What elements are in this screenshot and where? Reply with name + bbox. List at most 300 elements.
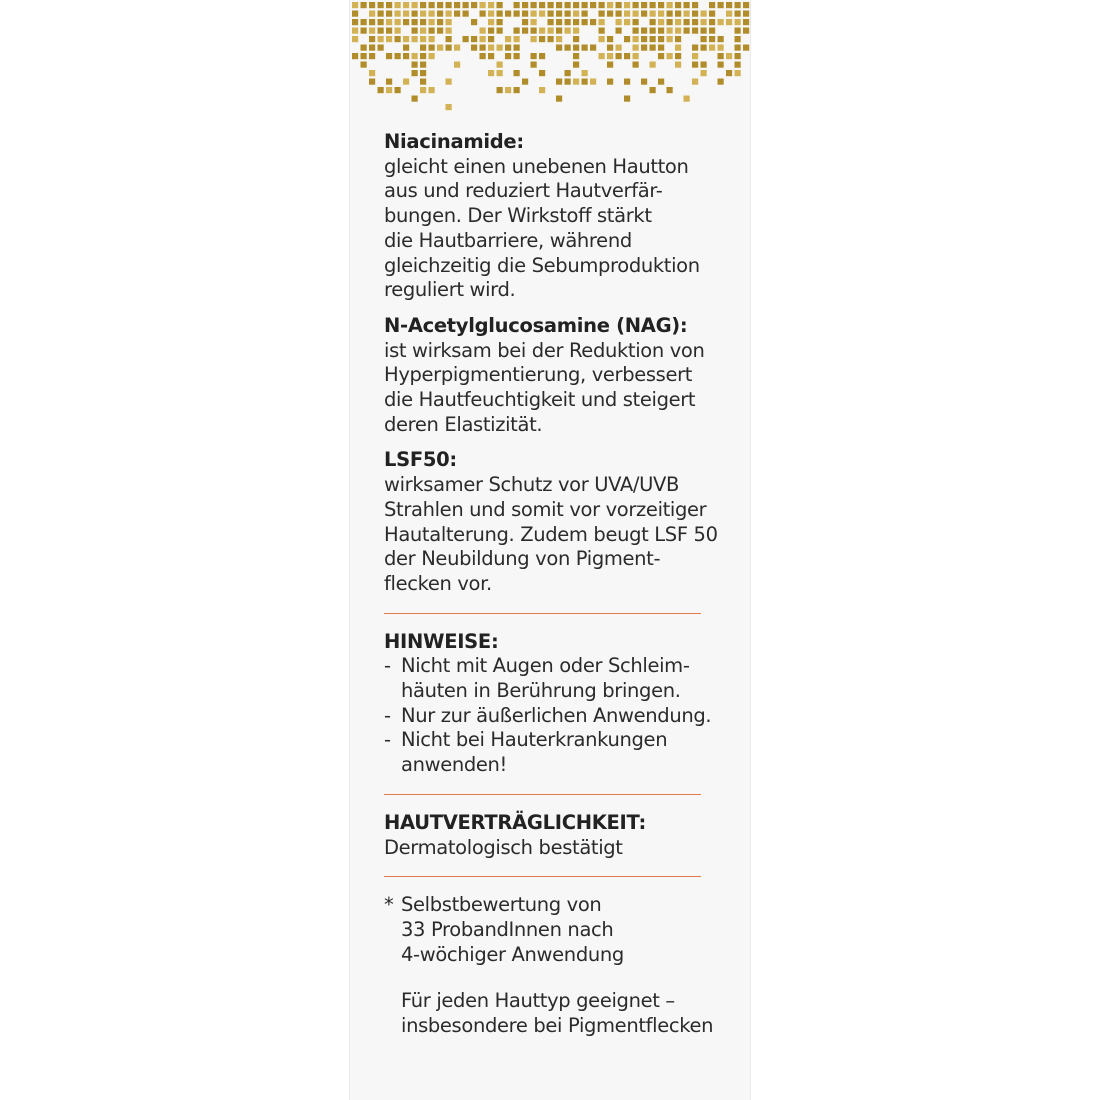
gold-pixel [633,62,639,68]
gold-pixel [539,87,545,93]
gold-pixel [378,11,384,17]
gold-pixel [599,11,605,17]
gold-pixel [684,2,690,8]
gold-pixel [420,36,426,42]
gold-pixel [582,45,588,51]
gold-pixel [726,2,732,8]
gold-pixel [701,45,707,51]
gold-pixel [471,36,477,42]
gold-pixel [531,53,537,59]
gold-pixel [480,36,486,42]
gold-pixel [395,2,401,8]
footnote-line: 33 ProbandInnen nach [401,917,614,941]
gold-pixel [514,45,520,51]
suitability-line: Für jeden Hauttyp geeignet – [401,989,675,1013]
gold-pixel [437,2,443,8]
gold-pixel [718,79,724,85]
gold-pixel [539,11,545,17]
gold-pixel [573,79,579,85]
gold-pixel [718,53,724,59]
gold-pixel [403,2,409,8]
nag-line: ist wirksam bei der Reduktion von [384,338,705,362]
gold-pixel [735,28,741,34]
gold-pixel [395,87,401,93]
gold-pixel [420,62,426,68]
gold-pixel [480,2,486,8]
gold-pixel [369,28,375,34]
gold-pixel [556,96,562,102]
niacinamide-heading: Niacinamide: [384,130,524,153]
gold-pixel [641,36,647,42]
gold-pixel [378,2,384,8]
gold-pixel [378,36,384,42]
gold-pixel [429,2,435,8]
gold-pixel [556,19,562,25]
gold-pixel [718,2,724,8]
gold-pixel [573,53,579,59]
gold-pixel [726,11,732,17]
gold-pixel [675,36,681,42]
gold-pixel [403,79,409,85]
gold-pixel [454,2,460,8]
gold-pixel [505,87,511,93]
label-text [384,130,744,1039]
gold-pixel [395,28,401,34]
gold-pixel [650,62,656,68]
gold-pixel [522,19,528,25]
gold-pixel [658,19,664,25]
gold-pixel [607,53,613,59]
gold-pixel [650,45,656,51]
gold-pixel [692,79,698,85]
gold-pixel [429,28,435,34]
gold-pixel [735,36,741,42]
gold-pixel [743,45,749,51]
section-hinweise [384,630,744,778]
gold-pixel [701,19,707,25]
gold-pixel [488,70,494,76]
gold-pixel [429,19,435,25]
gold-pixel [369,2,375,8]
gold-pixel [667,36,673,42]
section-nag [384,314,744,438]
gold-pixel [531,11,537,17]
gold-pixel [684,19,690,25]
gold-pixel [692,28,698,34]
gold-pixel [361,45,367,51]
gold-pixel [378,87,384,93]
gold-pixel [590,79,596,85]
gold-pixel [412,11,418,17]
gold-pixel [624,36,630,42]
gold-pixel [352,11,358,17]
gold-pixel [522,28,528,34]
gold-pixel [590,2,596,8]
gold-pixel [386,79,392,85]
gold-pixel [531,62,537,68]
gold-pixel [607,45,613,51]
gold-pixel [412,96,418,102]
gold-pixel [675,2,681,8]
gold-pixel [607,79,613,85]
gold-pixel [514,70,520,76]
gold-pixel [675,28,681,34]
gold-pixel [573,45,579,51]
gold-pixel [369,19,375,25]
gold-pixel [471,2,477,8]
hinweis-item [384,654,744,703]
gold-pixel [505,36,511,42]
gold-pixel [624,2,630,8]
gold-pixel [582,79,588,85]
gold-pixel [675,11,681,17]
gold-pixel [718,36,724,42]
gold-pixel [488,11,494,17]
gold-pixel [454,11,460,17]
gold-pixel [488,53,494,59]
gold-pixel [369,53,375,59]
gold-pixel [420,11,426,17]
gold-pixel [446,45,452,51]
gold-pixel [446,2,452,8]
gold-pixel [531,36,537,42]
gold-pixel [573,28,579,34]
gold-pixel [565,19,571,25]
lsf-line: wirksamer Schutz vor UVA/UVB [384,473,680,497]
gold-pixel [403,36,409,42]
gold-pixel [573,19,579,25]
divider [384,876,701,877]
gold-pixel [565,28,571,34]
gold-pixel [497,87,503,93]
gold-pixel [437,19,443,25]
hinweis-item [384,728,744,777]
gold-pixel [709,2,715,8]
gold-pixel [386,36,392,42]
gold-pixel [412,36,418,42]
gold-pixel [497,70,503,76]
gold-pixel [548,28,554,34]
gold-pixel [675,62,681,68]
hinweis-item [384,704,744,729]
gold-pixel [726,53,732,59]
gold-pixel-pattern [350,0,750,115]
gold-pixel [599,19,605,25]
gold-pixel [624,96,630,102]
gold-pixel [658,2,664,8]
gold-pixel [497,2,503,8]
gold-pixel [361,62,367,68]
gold-pixel [726,70,732,76]
gold-pixel [573,11,579,17]
gold-pixel [352,36,358,42]
gold-pixel [429,53,435,59]
gold-pixel [437,28,443,34]
gold-pixel [692,45,698,51]
gold-pixel [539,2,545,8]
footnote-asterisk: * [384,893,394,917]
gold-pixel [386,11,392,17]
gold-pixel [607,62,613,68]
gold-pixel [352,28,358,34]
gold-pixel [718,45,724,51]
gold-pixel [480,11,486,17]
gold-pixel [522,2,528,8]
gold-pixel [488,36,494,42]
gold-pixel [624,11,630,17]
gold-pixel [607,2,613,8]
gold-pixel [531,28,537,34]
gold-pixel [667,2,673,8]
vertraeglichkeit-text: Dermatologisch bestätigt [384,835,623,859]
gold-pixel [480,45,486,51]
gold-pixel [369,45,375,51]
gold-pixel [692,2,698,8]
gold-pixel [497,19,503,25]
gold-pixel [429,87,435,93]
gold-pixel [420,70,426,76]
gold-pixel [565,2,571,8]
gold-pixel [709,28,715,34]
gold-pixel [378,19,384,25]
gold-pixel [446,11,452,17]
gold-pixel [420,87,426,93]
hinweis-line: Nicht bei Hauterkrankungen [401,728,668,752]
gold-pixel [667,53,673,59]
gold-pixel [667,11,673,17]
gold-pixel [395,53,401,59]
gold-pixel [480,28,486,34]
gold-pixel [701,28,707,34]
gold-pixel [446,28,452,34]
gold-pixel [573,62,579,68]
gold-pixel [369,70,375,76]
gold-pixel [437,11,443,17]
niacinamide-line: gleicht einen unebenen Hautton [384,154,689,178]
gold-pixel [539,36,545,42]
gold-pixel [616,28,622,34]
divider [384,794,701,795]
gold-pixel [650,36,656,42]
gold-pixel [565,70,571,76]
gold-pixel [471,19,477,25]
gold-pixel [641,11,647,17]
gold-pixel [743,2,749,8]
hinweis-line: anwenden! [401,753,508,777]
section-footnote [384,893,744,1039]
gold-pixel [514,11,520,17]
gold-pixel [641,79,647,85]
gold-pixel [386,87,392,93]
gold-pixel [446,104,452,110]
gold-pixel [412,70,418,76]
gold-pixel [531,2,537,8]
gold-pixel [420,2,426,8]
gold-pixel [531,19,537,25]
niacinamide-line: die Hautbarriere, während [384,228,632,252]
footnote-item [384,893,744,1039]
gold-pixel [599,36,605,42]
gold-pixel [514,87,520,93]
suitability-line: insbesondere bei Pigmentflecken [401,1014,714,1038]
gold-pixel [735,70,741,76]
lsf-line: Hautalterung. Zudem beugt LSF 50 [384,522,718,546]
gold-pixel [556,11,562,17]
gold-pixel [624,53,630,59]
gold-pixel [446,19,452,25]
product-label-panel [349,0,751,1100]
gold-pixel [650,11,656,17]
gold-pixel [624,19,630,25]
gold-pixel [607,11,613,17]
gold-pixel [726,19,732,25]
gold-pixel [361,19,367,25]
gold-pixel [446,79,452,85]
gold-pixel [361,28,367,34]
gold-pixel [675,45,681,51]
gold-pixel [514,36,520,42]
gold-pixel [514,2,520,8]
gold-pixel [658,11,664,17]
gold-pixel [412,53,418,59]
gold-pixel [701,36,707,42]
gold-pixel [582,11,588,17]
gold-pixel [395,19,401,25]
gold-pixel [692,62,698,68]
nag-line: die Hautfeuchtigkeit und steigert [384,388,696,412]
gold-pixel [488,28,494,34]
gold-pixel [565,79,571,85]
nag-line: Hyperpigmentierung, verbessert [384,363,693,387]
gold-pixel [352,2,358,8]
vertraeglichkeit-heading: HAUTVERTRÄGLICHKEIT: [384,810,646,834]
gold-pixel [395,36,401,42]
gold-pixel [420,53,426,59]
footnote-line: Selbstbewertung von [401,893,602,917]
gold-pixel [616,19,622,25]
gold-pixel [599,53,605,59]
gold-pixel [667,19,673,25]
gold-pixel [369,11,375,17]
gold-pixel [582,70,588,76]
gold-pixel [522,79,528,85]
gold-pixel [565,11,571,17]
gold-pixel [743,19,749,25]
gold-pixel [641,45,647,51]
gold-pixel [429,36,435,42]
gold-pixel [684,11,690,17]
gold-pixel [539,28,545,34]
gold-pixel [403,53,409,59]
gold-pixel [403,11,409,17]
gold-pixel [361,2,367,8]
gold-pixel [735,19,741,25]
gold-pixel [582,19,588,25]
gold-pixel [633,36,639,42]
gold-pixel [599,2,605,8]
gold-pixel [488,45,494,51]
gold-pixel [522,11,528,17]
gold-pixel [556,2,562,8]
gold-pixel [514,28,520,34]
niacinamide-line: aus und reduziert Hautverfär- [384,179,663,203]
gold-pixel [497,45,503,51]
gold-pixel [650,28,656,34]
gold-pixel [667,28,673,34]
gold-pixel [684,96,690,102]
gold-pixel [369,79,375,85]
gold-pixel [616,45,622,51]
gold-pixel [675,53,681,59]
gold-pixel [743,28,749,34]
niacinamide-line: gleichzeitig die Sebumproduktion [384,253,700,277]
gold-pixel [633,53,639,59]
gold-pixel [497,11,503,17]
gold-pixel [718,62,724,68]
bullet-dash: - [384,728,391,752]
gold-pixel [692,19,698,25]
gold-pixel [548,19,554,25]
gold-pixel [378,45,384,51]
gold-pixel [743,11,749,17]
lsf-line: Strahlen und somit vor vorzeitiger [384,497,707,521]
gold-pixel [395,11,401,17]
footnote-line: 4-wöchiger Anwendung [401,942,624,966]
gold-pixel [403,45,409,51]
lsf-heading: LSF50: [384,448,457,472]
gold-pixel [709,45,715,51]
hinweis-line: Nur zur äußerlichen Anwendung. [401,703,712,727]
gold-pixel [454,62,460,68]
gold-pixel [429,11,435,17]
bullet-dash: - [384,703,391,727]
gold-pixel [497,62,503,68]
gold-pixel [692,53,698,59]
gold-pixel [497,28,503,34]
gold-pixel [514,53,520,59]
gold-pixel [658,36,664,42]
niacinamide-line: reguliert wird. [384,278,516,302]
gold-pixel [641,2,647,8]
gold-pixel [650,19,656,25]
section-lsf [384,448,744,596]
gold-pixel [480,53,486,59]
gold-pixel [429,45,435,51]
hinweise-heading: HINWEISE: [384,629,499,653]
gold-pixel [463,11,469,17]
gold-pixel [403,19,409,25]
gold-pixel [692,11,698,17]
gold-pixel [684,28,690,34]
gold-pixel [539,70,545,76]
gold-pixel [556,28,562,34]
gold-pixel [369,36,375,42]
gold-pixel [633,19,639,25]
gold-pixel [565,45,571,51]
gold-pixel [412,2,418,8]
gold-pixel [633,11,639,17]
gold-pixel [463,2,469,8]
gold-pixel [573,36,579,42]
gold-pixel [709,36,715,42]
gold-pixel [437,45,443,51]
divider [384,613,701,614]
gold-pixel [590,45,596,51]
gold-pixel [624,79,630,85]
gold-pixel [386,19,392,25]
gold-pixel [556,36,562,42]
niacinamide-line: bungen. Der Wirkstoff stärkt [384,204,652,228]
